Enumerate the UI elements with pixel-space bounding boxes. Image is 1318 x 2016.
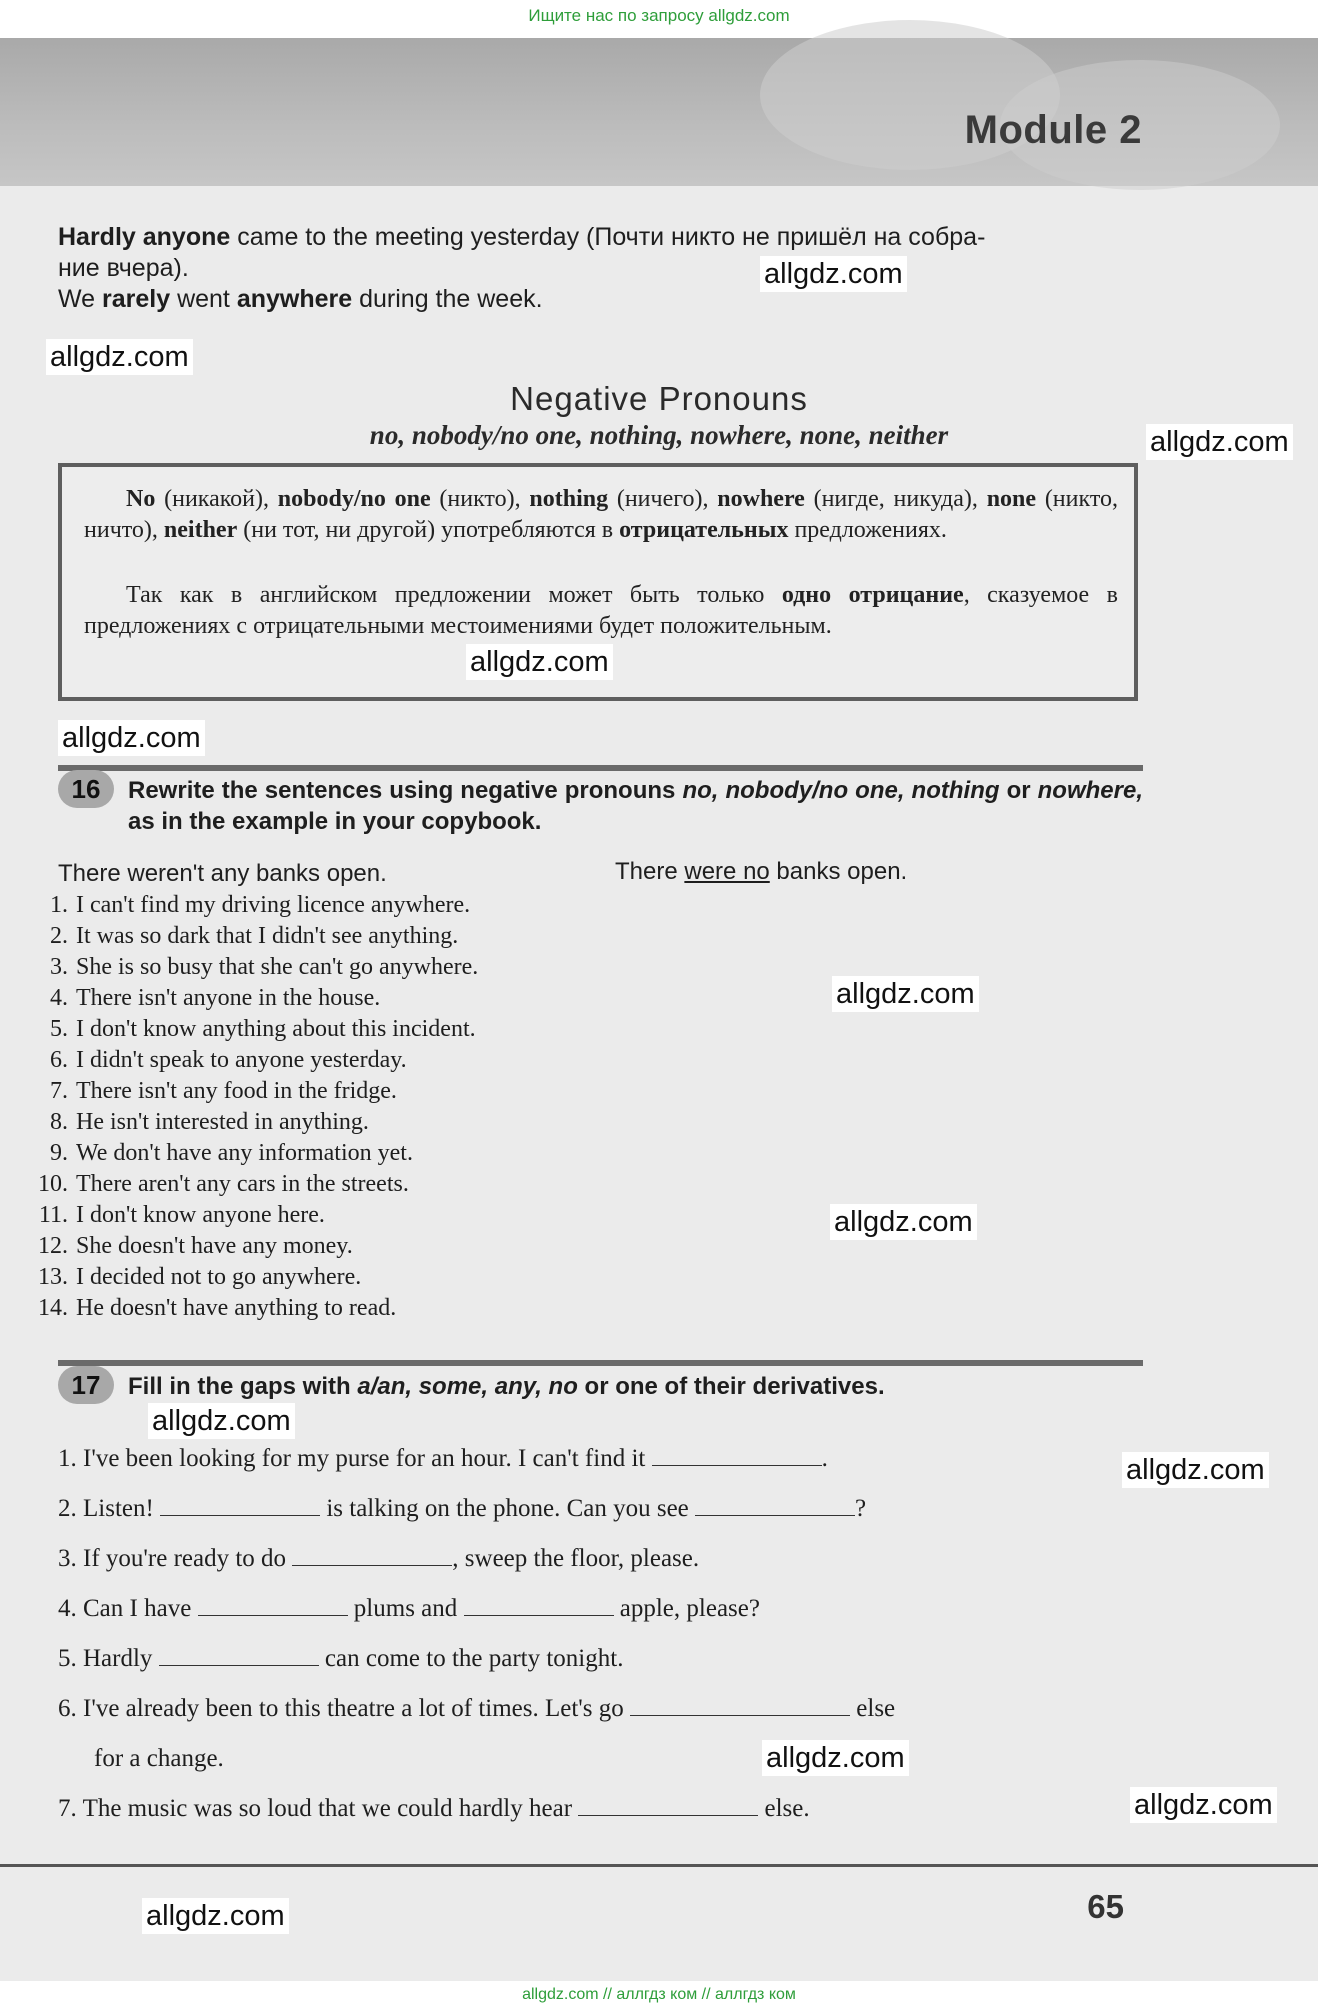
item-text: can come to the party tonight. [318,1645,624,1672]
item-text: Listen! [83,1495,161,1522]
item-text: There isn't anyone in the house. [76,985,381,1011]
item-text: I don't know anything about this incident. [76,1016,476,1042]
rule-text-run: одно отрицание [781,582,964,608]
item-number: 5. [50,1016,68,1042]
rule-text-run: предложениях. [788,517,947,543]
exercise-16-item [30,952,790,983]
item-number: 12. [38,1233,68,1259]
watermark: allgdz.com [142,1898,289,1934]
item-text: There isn't any food in the fridge. [76,1078,397,1104]
exercise-16-item [30,1231,790,1262]
rule-text-run: nothing [529,486,609,512]
exercise-17-item [58,1784,1148,1834]
exercise-17-item [58,1684,1148,1734]
item-text: apple, please? [613,1595,760,1622]
answer-gap[interactable] [198,1593,348,1616]
item-text: plums and [347,1595,464,1622]
watermark: allgdz.com [830,1204,977,1240]
item-text: , sweep the floor, please. [452,1545,700,1572]
item-text: I decided not to go anywhere. [76,1264,362,1290]
answer-gap[interactable] [464,1593,614,1616]
exercise-16-item [30,1200,790,1231]
rule-text-run: nowhere [717,486,805,512]
rule-text-run: (нигде, никуда), [804,486,987,512]
exercise-16-item [30,1076,790,1107]
answer-gap[interactable] [292,1543,452,1566]
item-text: I've been looking for my purse for an hour. I can't find it [83,1445,652,1472]
page-bottom-rule [0,1864,1318,1867]
item-number: 5. [58,1645,83,1672]
exercise-16-example-left: There weren't any banks open. [58,860,387,887]
item-number: 4. [58,1595,83,1622]
watermark: allgdz.com [148,1403,295,1439]
top-promo-link[interactable]: Ищите нас по запросу allgdz.com [528,6,790,25]
item-text: Can I have [83,1595,198,1622]
rule-text-run: No [126,486,156,512]
intro-text: Hardly anyone came to the meeting yesterday (Почти никто не пришёл на собра- ние вчера). We rarely went anywhere during the week. [58,223,986,313]
answer-gap[interactable] [160,1493,320,1516]
item-text: The music was so loud that we could hardly hear [82,1795,579,1822]
rule-text-run: nobody/no one [277,486,431,512]
exercise-16-item [30,921,790,952]
exercise-16-item [30,1138,790,1169]
item-number: 1. [50,892,68,918]
rule-text-run: (ничего), [608,486,718,512]
item-text: is talking on the phone. Can you see [320,1495,696,1522]
item-number: 8. [50,1109,68,1135]
item-number: 7. [58,1795,83,1822]
item-number: 11. [38,1202,68,1228]
item-text: else [850,1695,896,1722]
item-text: else. [758,1795,810,1822]
item-text: for a change. [94,1745,224,1772]
exercise-17-item [58,1634,1148,1684]
exercise-16-item [30,1169,790,1200]
watermark: allgdz.com [760,256,907,292]
watermark: allgdz.com [1130,1787,1277,1823]
item-number: 2. [50,923,68,949]
watermark: allgdz.com [762,1740,909,1776]
item-text: I've already been to this theatre a lot of times. Let's go [83,1695,631,1722]
exercise-17-task: Fill in the gaps with a/an, some, any, no or one of their derivatives. [128,1373,885,1400]
answer-gap[interactable] [578,1793,758,1816]
item-text: I didn't speak to anyone yesterday. [76,1047,407,1073]
answer-gap[interactable] [159,1643,319,1666]
item-text: . [821,1445,828,1472]
item-text: Hardly [83,1645,159,1672]
rule-text-run: (никто, ничто), [84,486,1119,543]
exercise-16-list [30,890,790,1324]
module-label: Module 2 [964,108,1142,152]
item-text: She is so busy that she can't go anywhere. [76,954,479,980]
exercise-16-item [30,1045,790,1076]
section-title: Negative Pronouns [510,380,808,417]
section-subtitle: no, nobody/no one, nothing, nowhere, none, neither [369,420,949,450]
item-text: We don't have any information yet. [76,1140,413,1166]
watermark: allgdz.com [1146,424,1293,460]
rule-paragraph-2 [84,580,1118,642]
exercise-16-divider [58,765,1143,771]
exercise-17-item [58,1434,1148,1484]
exercise-17-divider [58,1360,1143,1366]
rule-text-run: none [986,486,1037,512]
item-text: There aren't any cars in the streets. [76,1171,409,1197]
rule-text-run: Так как в английском предложении может быть только [126,582,782,608]
exercise-17-item [58,1584,1148,1634]
rule-text-run: (ни тот, ни другой) употребляются в [237,517,620,543]
rule-text-run: , сказуемое в предложениях с отрицательными местоимениями будет положительным. [84,582,1118,639]
item-number: 9. [50,1140,68,1166]
watermark: allgdz.com [832,976,979,1012]
answer-gap[interactable] [630,1693,850,1716]
item-number: 1. [58,1445,83,1472]
exercise-17-item [58,1734,1148,1784]
item-number: 2. [58,1495,83,1522]
exercise-16-task: Rewrite the sentences using negative pronouns no, nobody/no one, nothing or nowhere, as in the example in your copybook. [128,777,1143,835]
exercise-16-item [30,1014,790,1045]
exercise-17-list [58,1434,1148,1834]
item-number: 3. [58,1545,83,1572]
rule-paragraph-1 [84,484,1118,546]
item-number: 14. [38,1295,68,1321]
item-number: 7. [50,1078,68,1104]
item-number: 10. [38,1171,68,1197]
answer-gap[interactable] [695,1493,855,1516]
exercise-17-item [58,1534,1148,1584]
item-text: He doesn't have anything to read. [76,1295,397,1321]
exercise-17-item [58,1484,1148,1534]
exercise-17-number: 17 [58,1366,114,1404]
page-number: 65 [1087,1888,1124,1925]
watermark: allgdz.com [466,644,613,680]
exercise-16-item [30,1262,790,1293]
watermark: allgdz.com [58,720,205,756]
item-number: 6. [58,1695,83,1722]
item-number: 3. [50,954,68,980]
exercise-16-item [30,1293,790,1324]
exercise-16-number: 16 [58,770,114,808]
item-number: 6. [50,1047,68,1073]
watermark: allgdz.com [1122,1452,1269,1488]
answer-gap[interactable] [652,1443,822,1466]
watermark: allgdz.com [46,339,193,375]
item-number: 13. [38,1264,68,1290]
rule-text-run: neither [163,517,238,543]
footer-links[interactable]: allgdz.com // аллгдз ком // аллгдз ком [522,1986,796,2003]
item-text: He isn't interested in anything. [76,1109,369,1135]
item-text: ? [855,1495,867,1522]
rule-text-run: отрицательных [619,517,789,543]
item-text: I can't find my driving licence anywhere. [76,892,471,918]
item-text: If you're ready to do [83,1545,293,1572]
exercise-16-item [30,983,790,1014]
exercise-16-item [30,890,790,921]
rule-text-run: (никто), [430,486,530,512]
item-text: I don't know anyone here. [76,1202,325,1228]
item-text: She doesn't have any money. [76,1233,353,1259]
item-number: 4. [50,985,68,1011]
item-text: It was so dark that I didn't see anything. [76,923,459,949]
rule-text-run: (никакой), [155,486,278,512]
exercise-16-example-right: There were no banks open. [615,858,908,885]
exercise-16-item [30,1107,790,1138]
